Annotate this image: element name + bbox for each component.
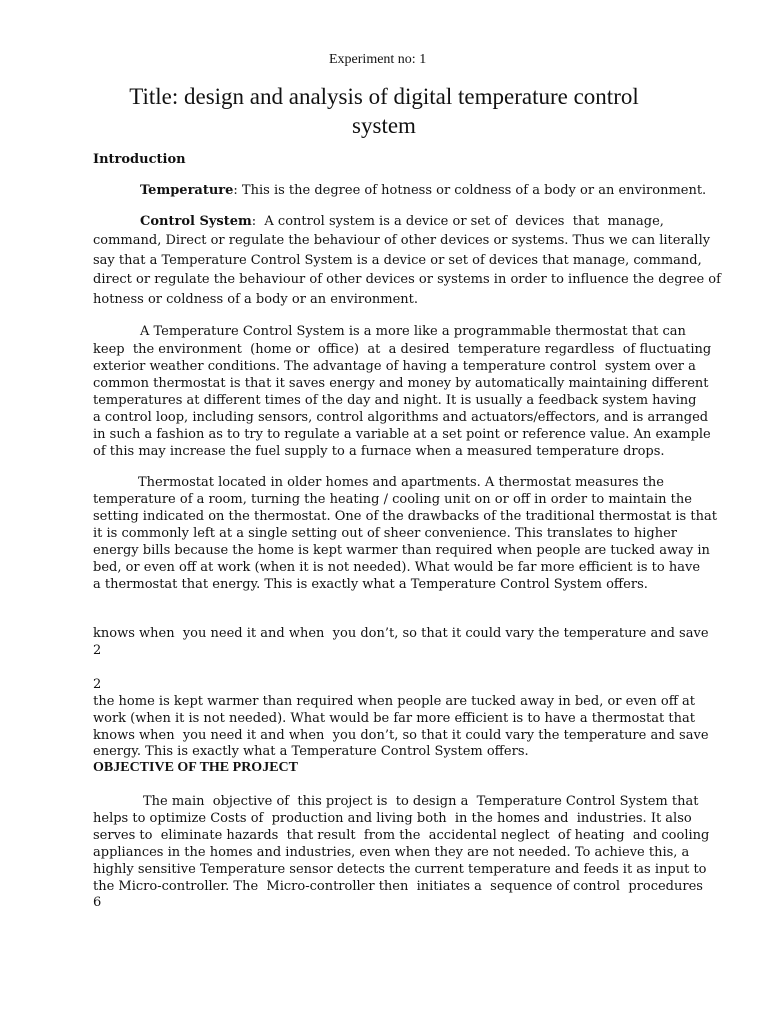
temperature-term: Temperature [140, 183, 234, 198]
objective-paragraph-line: The main objective of this project is to design a Temperature Control System that [143, 794, 699, 809]
fragment-line: knows when you need it and when you don’t, so that it could vary the temperature and save [93, 626, 709, 641]
objective-paragraph-line: serves to eliminate hazards that result from the accidental neglect of heating and cooling [93, 828, 710, 843]
objective-paragraph-line: highly sensitive Temperature sensor detects the current temperature and feeds it as input to [93, 862, 707, 877]
thermostat-paragraph-line: a thermostat that energy. This is exactly what a Temperature Control System offers. [93, 577, 648, 592]
tcs-paragraph-line: exterior weather conditions. The advantage of having a temperature control system over a [93, 359, 696, 374]
page-number: 2 [93, 677, 102, 692]
control-system-line: command, Direct or regulate the behaviour of other devices or systems. Thus we can literally [93, 233, 711, 248]
thermostat-paragraph-line: energy bills because the home is kept warmer than required when people are tucked away in [93, 543, 710, 558]
objective-paragraph-line: helps to optimize Costs of production and living both in the homes and industries. It also [93, 811, 692, 826]
repeat-paragraph-line: energy. This is exactly what a Temperature Control System offers. [93, 744, 529, 759]
temperature-text: : This is the degree of hotness or coldness of a body or an environment. [233, 183, 707, 198]
title-line-2: system [352, 113, 416, 138]
repeat-paragraph-line: knows when you need it and when you don’t, so that it could vary the temperature and save [93, 728, 709, 743]
temperature-definition [140, 182, 706, 200]
tcs-paragraph-line: common thermostat is that it saves energy and money by automatically maintaining different [93, 376, 709, 391]
control-system-first-text: : A control system is a device or set of devices that manage, [251, 214, 664, 229]
control-system-line: say that a Temperature Control System is a device or set of devices that manage, command, [93, 253, 702, 268]
experiment-number: Experiment no: 1 [329, 52, 427, 67]
control-system-first-line [140, 213, 664, 231]
title-line-1: Title: design and analysis of digital temperature control [129, 84, 639, 109]
control-system-term: Control System [140, 214, 252, 229]
page-number: 2 [93, 643, 102, 658]
thermostat-paragraph-line: it is commonly left at a single setting out of sheer convenience. This translates to higher [93, 526, 678, 541]
tcs-paragraph-line: temperatures at different times of the day and night. It is usually a feedback system having [93, 393, 697, 408]
tcs-paragraph-line: keep the environment (home or office) at a desired temperature regardless of fluctuating [93, 342, 712, 357]
thermostat-paragraph-line: bed, or even off at work (when it is not needed). What would be far more efficient is to have [93, 560, 701, 575]
thermostat-paragraph-line: setting indicated on the thermostat. One of the drawbacks of the traditional thermostat is that [93, 509, 717, 524]
page-number-bottom: 6 [93, 895, 102, 910]
repeat-paragraph-line: the home is kept warmer than required when people are tucked away in bed, or even off at [89, 694, 696, 709]
introduction-heading: Introduction [93, 152, 186, 167]
objective-paragraph-line: the Micro-controller. The Micro-controller then initiates a sequence of control procedures [93, 879, 703, 894]
thermostat-paragraph-line: temperature of a room, turning the heating / cooling unit on or off in order to maintain the [93, 492, 692, 507]
objective-heading: OBJECTIVE OF THE PROJECT [93, 760, 298, 775]
tcs-paragraph-line: in such a fashion as to try to regulate a variable at a set point or reference value. An example [93, 427, 711, 442]
control-system-line: direct or regulate the behaviour of other devices or systems in order to influence the degree of [93, 272, 721, 287]
tcs-paragraph-line: a control loop, including sensors, control algorithms and actuators/effectors, and is arranged [93, 410, 709, 425]
control-system-line: hotness or coldness of a body or an environment. [93, 292, 419, 307]
repeat-paragraph-line: work (when it is not needed). What would be far more efficient is to have a thermostat that [93, 711, 695, 726]
thermostat-paragraph-line: Thermostat located in older homes and apartments. A thermostat measures the [138, 475, 664, 490]
objective-paragraph-line: appliances in the homes and industries, even when they are not needed. To achieve this, a [93, 845, 690, 860]
tcs-paragraph-line: of this may increase the fuel supply to a furnace when a measured temperature drops. [93, 444, 665, 459]
tcs-paragraph-line: A Temperature Control System is a more like a programmable thermostat that can [140, 324, 686, 339]
